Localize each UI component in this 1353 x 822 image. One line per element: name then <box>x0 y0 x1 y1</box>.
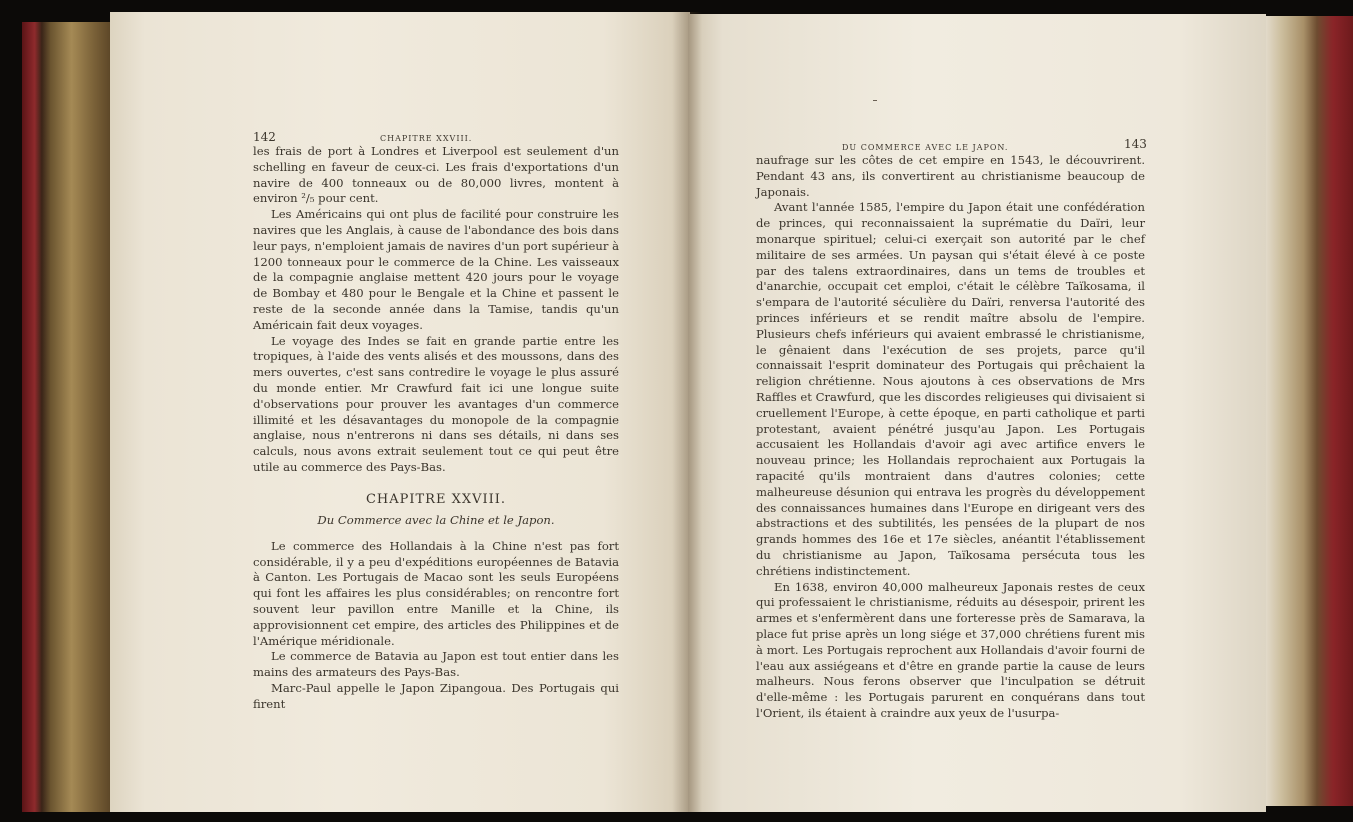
book-cover-right <box>1263 16 1353 806</box>
left-paragraph-2: Les Américains qui ont plus de facilité pour construire les navires que les Anglais, à cause de l'abondance des bois dans leur pays, n'emploient jamais de navires d'un port supérieur à 1200 tonneaux pour le commerce de la Chine. Les vaisseaux de la compagnie anglaise mettent 420 jours pour le voyage de Bombay et 480 pour le Bengale et la Chine et passent le reste de la seconde année dans la Tamise, tandis qu'un Américain fait deux voyages. <box>253 207 619 332</box>
left-paragraph-3: Le voyage des Indes se fait en grande partie entre les tropiques, à l'aide des vents alisés et des moussons, dans des mers ouvertes, c'est sans contredire le voyage le plus assuré du monde entier. Mr Crawfurd fait ici une longue suite d'observations pour prouver les avantages d'un commerce illimité et les désavantages du monopole de la compagnie anglaise, nous n'entrerons ni dans ses détails, ni dans ses calculs, nous avons extrait seulement tout ce qui peut être utile au commerce des Pays-Bas. <box>253 333 619 474</box>
book-cover-left <box>22 22 112 812</box>
right-paragraph-3: En 1638, environ 40,000 malheureux Japonais restes de ceux qui professaient le christianisme, réduits au désespoir, prirent les armes et s'enfermèrent dans une forteresse près de Samarava, la place fut prise après un long siége et 37,000 chrétiens furent mis à mort. Les Portugais reprochent aux Hollandais d'avoir fourni de l'eau aux assiégeans et d'être en grande partie la cause de leurs malheurs. Nous ferons observer que l'inculpation se détruit d'elle-même : les Portugais parurent en conquérans dans tout l'Orient, ils étaient à craindre aux yeux de l'usurpa- <box>756 579 1145 720</box>
book-gutter <box>672 12 702 812</box>
left-page-number: 142 <box>253 130 276 144</box>
right-page <box>688 14 1266 812</box>
page-mark <box>873 100 877 101</box>
left-running-head: CHAPITRE XXVIII. <box>380 134 473 143</box>
right-body-text <box>756 153 1145 722</box>
left-page <box>110 12 690 812</box>
left-body-text <box>253 144 619 713</box>
left-paragraph-4: Le commerce des Hollandais à la Chine n'est pas fort considérable, il y a peu d'expéditions européennes de Batavia à Canton. Les Portugais de Macao sont les seuls Européens qui font les affaires les plus considérables; on rencontre fort souvent leur pavillon entre Manille et la Chine, ils approvisionnent cet empire, des articles des Philippines et de l'Amérique méridionale. <box>253 538 619 648</box>
left-paragraph-5: Le commerce de Batavia au Japon est tout entier dans les mains des armateurs des Pays-Bas. <box>253 649 619 680</box>
left-paragraph-6: Marc-Paul appelle le Japon Zipangoua. Des Portugais qui firent <box>253 680 619 711</box>
chapter-title: CHAPITRE XXVIII. <box>365 491 507 507</box>
left-paragraph-1: les frais de port à Londres et Liverpool est seulement d'un schelling en faveur de ceux-ci. Les frais d'exportations d'un navire de 400 tonneaux ou de 80,000 livres, montent à environ ²/₅ pour cent. <box>253 144 619 206</box>
right-paragraph-1: naufrage sur les côtes de cet empire en 1543, le découvrirent. Pendant 43 ans, ils convertirent au christianisme beaucoup de Japonais. <box>756 153 1145 199</box>
chapter-subtitle: Du Commerce avec la Chine et le Japon. <box>317 512 555 527</box>
right-running-head: DU COMMERCE AVEC LE JAPON. <box>842 143 1009 152</box>
right-page-number: 143 <box>1124 137 1147 151</box>
right-paragraph-2: Avant l'année 1585, l'empire du Japon était une confédération de princes, qui reconnaissaient la suprématie du Daïri, leur monarque spirituel; celui-ci exerçait son autorité par le chef militaire de ses armées. Un paysan qui s'était élevé à ce poste par des talens extraordinaires, dans un tems de troubles et d'anarchie, occupait cet emploi, c'était le célèbre Taïkosama, il s'empara de l'autorité séculière du Daïri, renversa l'autorité des princes inférieurs et se rendit maître absolu de l'empire. Plusieurs chefs inférieurs qui avaient embrassé le christianisme, le gênaient dans l'exécution de ses projets, parce qu'il connaissait l'esprit dominateur des Portugais qui prêchaient la religion chrétienne. Nous ajoutons à ces observations de Mrs Raffles et Crawfurd, que les discordes religieuses qui divisaient si cruellement l'Europe, à cette époque, en parti catholique et parti protestant, avaient pénétré jusqu'au Japon. Les Portugais accusaient les Hollandais d'avoir agi avec artifice envers le nouveau prince; les Hollandais reprochaient aux Portugais la rapacité qu'ils montraient dans d'autres colonies; cette malheureuse désunion qui entrava les progrès du développement des connaissances humaines dans l'Europe en dirigeant vers des abstractions et des subtilités, les pensées de la plupart de nos grands hommes des 16e et 17e siècles, anéantit l'établissement du christianisme au Japon, Taïkosama persécuta tous les chrétiens indistinctement. <box>756 200 1145 578</box>
